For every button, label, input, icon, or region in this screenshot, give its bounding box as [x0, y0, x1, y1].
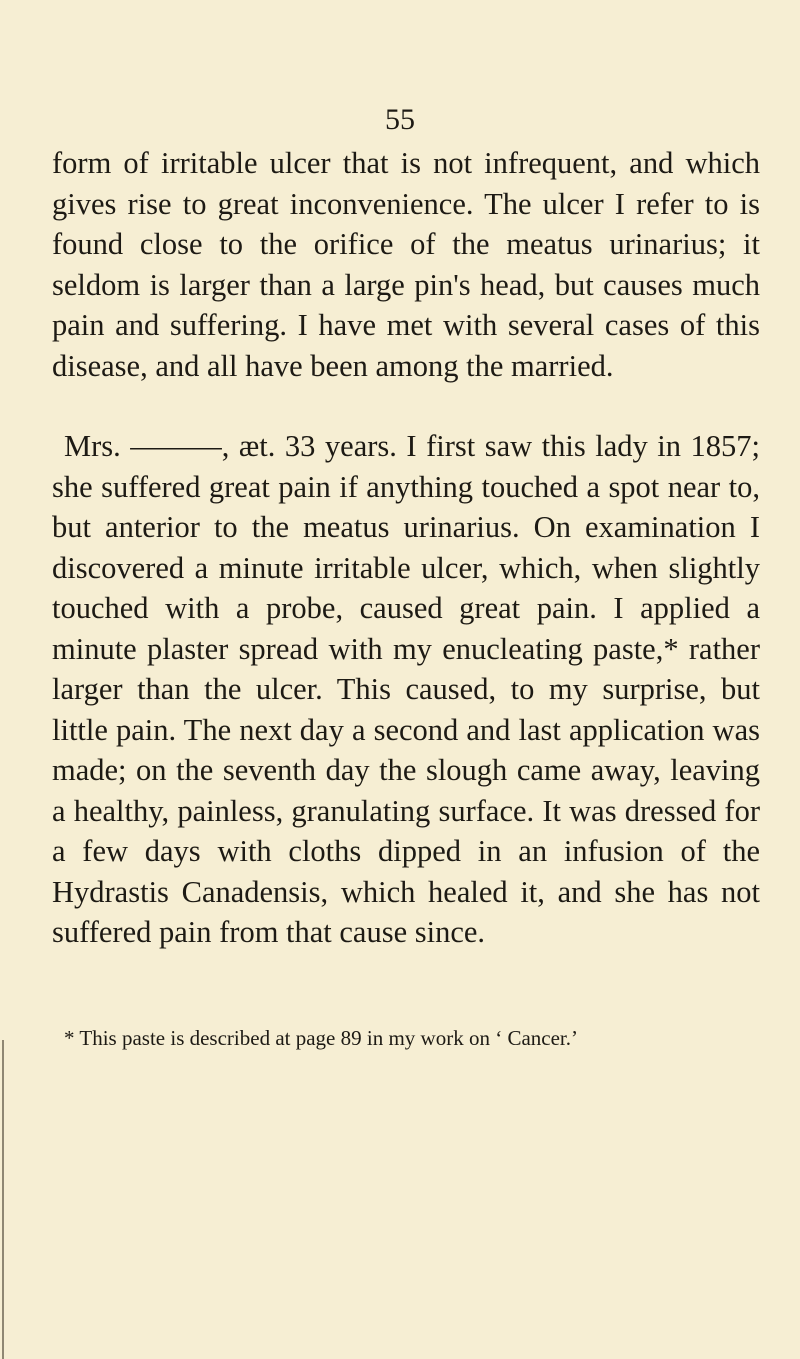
footnote: * This paste is described at page 89 in my work on ‘ Cancer.’: [64, 1026, 578, 1050]
paragraph-1: form of irritable ulcer that is not infrequent, and which gives rise to great inconvenience. The ulcer I refer to is found close to the orifice of the meatus urinarius; it seldom is larger than a large pin's head, but causes much pain and suffering. I have met with several cases of this disease, and all have been among the married.: [52, 146, 760, 383]
paragraph-2: Mrs. ———, æt. 33 years. I first saw this lady in 1857; she suffered great pain if anything touched a spot near to, but anterior to the meatus urinarius. On examination I discovered a minute irritable ulcer, which, when slightly touched with a probe, caused great pain. I applied a minute plaster spread with my enucleating paste,* rather larger than the ulcer. This caused, to my surprise, but little pain. The next day a second and last application was made; on the seventh day the slough came away, leaving a healthy, painless, granulating surface. It was dressed for a few days with cloths dipped in an infusion of the Hydrastis Canadensis, which healed it, and she has not suffered pain from that cause since.: [52, 429, 760, 949]
body-text: [52, 143, 760, 953]
page-number: 55: [385, 103, 415, 136]
page-edge-line: [2, 1040, 4, 1359]
